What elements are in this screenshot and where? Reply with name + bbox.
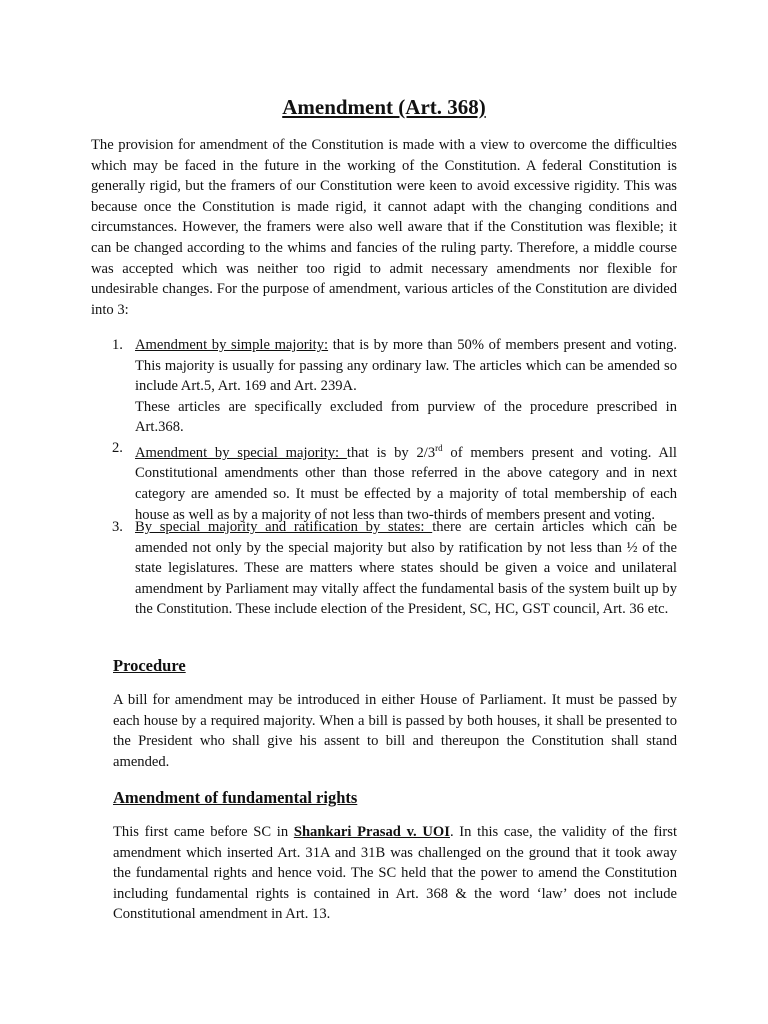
- superscript: rd: [435, 443, 443, 453]
- list-item-number: 3.: [112, 519, 123, 535]
- list-item-text: of members present and voting. All Constitutional amendments other than those referred in the above category and in next category are amended so. It must be effected by a majority of total membership of each house as well as by a majority of not less than two-thirds of members present and voting.: [135, 444, 677, 523]
- list-item-text-prefix: that is by 2/3: [346, 444, 436, 461]
- list-item-body: [135, 438, 677, 525]
- list-item-text: there are certain articles which can be amended not only by the special majority but also by ratification by not less than ½ of the state legislatures. These are matters where states should be given a voice and unilateral amendment by Parliament may vitally affect the fundamental basis of the system built up by the Constitution. These include election of the President, SC, HC, GST council, Art. 36 etc.: [135, 519, 677, 618]
- procedure-paragraph: A bill for amendment may be introduced in either House of Parliament. It must be passed by each house by a required majority. When a bill is passed by both houses, it shall be presented to the President who shall give his assent to bill and thereupon the Constitution shall stand amended.: [113, 692, 677, 770]
- list-item-text: that is by more than 50% of members present and voting. This majority is usually for passing any ordinary law. The articles which can be amended so include Art.5, Art. 169 and Art. 239A.: [135, 337, 677, 395]
- list-item-heading: Amendment by special majority:: [135, 444, 347, 461]
- fr-text-after: . In this case, the validity of the first amendment which inserted Art. 31A and 31B was challenged on the ground that it took away the fundamental rights and hence void. The SC held that the power to amend the Constitution including fundamental rights is contained in Art. 368 & the word ‘law’ does not include Constitutional amendment in Art. 13.: [113, 824, 678, 923]
- list-item-body: [135, 335, 677, 438]
- list-item-heading: By special majority and ratification by states:: [135, 519, 433, 535]
- fundamental-rights-paragraph: [113, 822, 677, 925]
- case-name: Shankari Prasad v. UOI: [293, 824, 450, 840]
- fundamental-rights-heading: Amendment of fundamental rights: [113, 788, 358, 807]
- intro-paragraph: The provision for amendment of the Constitution is made with a view to overcome the difficulties which may be faced in the future in the working of the Constitution. A federal Constitution is generally rigid, but the framers of our Constitution were keen to avoid excessive rigidity. This was because once the Constitution is made rigid, it cannot adapt with the changing conditions and circumstances. However, the framers were also well aware that if the Constitution was flexible; it can be changed according to the whims and fancies of the ruling party. Therefore, a middle course was accepted which was neither too rigid to admit necessary amendments nor flexible for undesirable changes. For the purpose of amendment, various articles of the Constitution are divided into 3:: [91, 137, 677, 318]
- page-title: Amendment (Art. 368): [282, 95, 486, 119]
- list-item-number: 2.: [112, 440, 123, 456]
- list-item-heading: Amendment by simple majority:: [135, 337, 329, 353]
- list-item-body: [135, 517, 677, 620]
- list-item-number: 1.: [112, 337, 123, 353]
- list-item-note: These articles are specifically excluded from purview of the procedure prescribed in Art.368.: [135, 398, 677, 436]
- procedure-heading: Procedure: [113, 656, 186, 675]
- fr-text-before: This first came before SC in: [113, 824, 294, 840]
